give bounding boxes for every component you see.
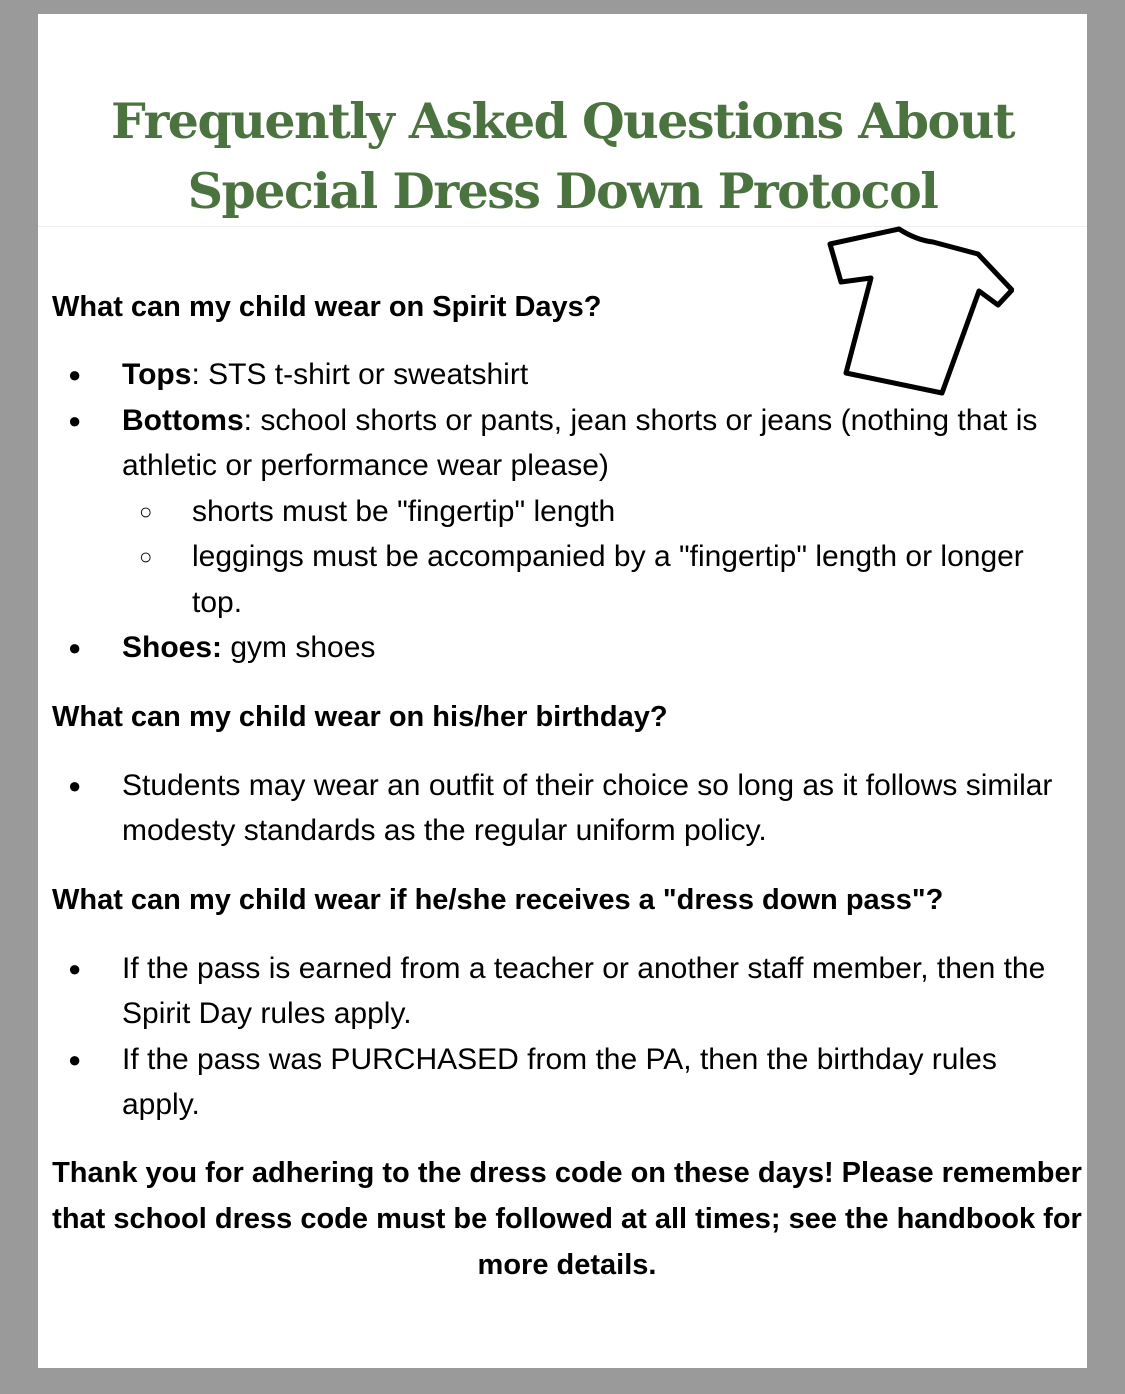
title-line-2: Special Dress Down Protocol (187, 162, 938, 220)
list-item-tops (52, 352, 1082, 398)
list-item-shoes (52, 625, 1082, 671)
item-label: Tops (122, 358, 192, 391)
list-item-bottoms (52, 398, 1082, 489)
page-title (38, 86, 1087, 226)
item-text: gym shoes (222, 631, 376, 664)
title-line-1: Frequently Asked Questions About (111, 92, 1014, 150)
item-text: : school shorts or pants, jean shorts or jeans (nothing that is athletic or performance wear please) (122, 403, 1038, 482)
question-birthday: What can my child wear on his/her birthday? (52, 700, 668, 733)
sublist-item-leggings: ○ leggings must be accompanied by a "fingertip" length or longer top. (52, 534, 1082, 625)
question-dress-down-pass: What can my child wear if he/she receives a "dress down pass"? (52, 883, 944, 916)
item-label: Shoes: (122, 631, 223, 664)
spirit-days-list (52, 352, 1082, 671)
question-spirit-days: What can my child wear on Spirit Days? (52, 291, 602, 323)
closing-note: Thank you for adhering to the dress code on these days! Please remember that school dress code must be followed at all times; see the handbook for more details. (52, 1156, 1082, 1281)
dress-down-pass-list (52, 946, 1082, 1128)
document-page (38, 14, 1087, 1368)
birthday-list (52, 763, 1082, 854)
faq-content (52, 284, 1082, 1288)
item-text: : STS t-shirt or sweatshirt (191, 358, 529, 391)
list-item-birthday-outfit: ● Students may wear an outfit of their choice so long as it follows similar modesty standards as the regular uniform policy. (52, 763, 1082, 854)
sublist-item-shorts: ○ shorts must be "fingertip" length (52, 489, 1082, 535)
item-label: Bottoms (122, 403, 244, 437)
list-item-pass-purchased: ● If the pass was PURCHASED from the PA, then the birthday rules apply. (52, 1037, 1082, 1128)
bottoms-sublist (52, 489, 1082, 626)
list-item-pass-earned: ● If the pass is earned from a teacher or another staff member, then the Spirit Day rules apply. (52, 946, 1082, 1037)
